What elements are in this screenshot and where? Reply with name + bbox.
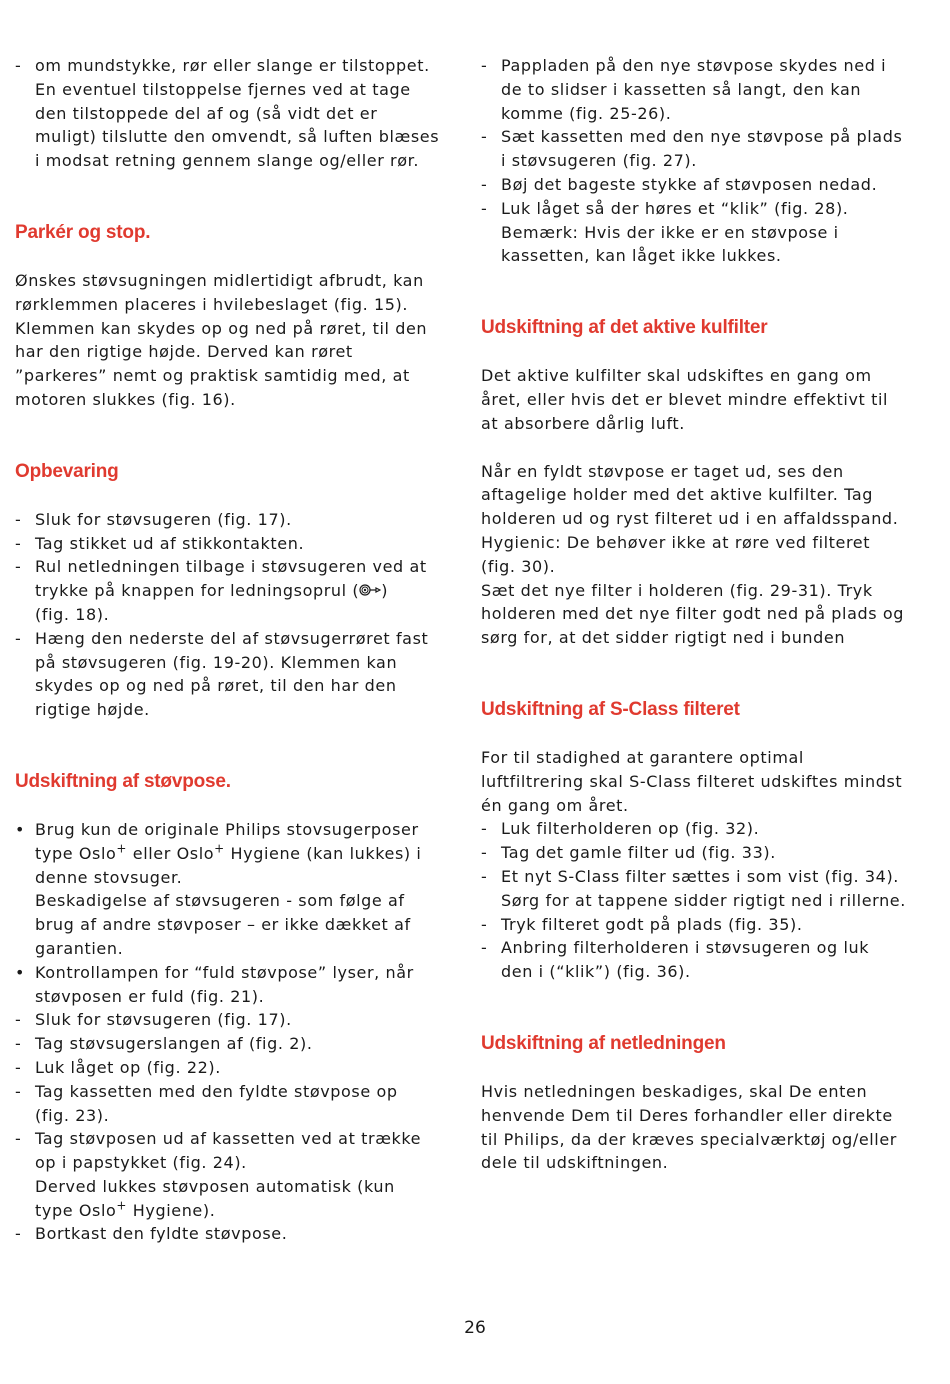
text-line: sørg for, at det sidder rigtigt ned i bunden — [481, 628, 846, 648]
text-line: garantien. — [35, 938, 124, 958]
list-marker: - — [481, 56, 488, 75]
list-marker: - — [15, 1010, 22, 1030]
list-item — [15, 1127, 455, 1222]
text-fragment: type Oslo — [35, 1200, 117, 1220]
text-line: Det aktive kulfilter skal udskiftes en gang om — [481, 366, 872, 386]
heading-storage: Opbevaring — [15, 460, 119, 482]
list-marker: - — [481, 127, 488, 147]
list-marker: - — [15, 1057, 22, 1077]
text-fragment: Hygiene (kan lukkes) i — [224, 843, 422, 863]
text-line: Tag støvsugerslangen af (fig. 2). — [35, 1034, 313, 1054]
list-item — [481, 913, 921, 937]
list-marker: - — [15, 1224, 22, 1244]
text-line: Bortkast den fyldte støvpose. — [35, 1224, 288, 1244]
list-item — [481, 841, 921, 865]
superscript: + — [116, 1198, 128, 1213]
text-line: i modsat retning gennem slange og/eller rør. — [35, 151, 420, 171]
text-line: på støvsugeren (fig. 19-20). Klemmen kan — [35, 652, 398, 672]
text-line: støvposen er fuld (fig. 21). — [35, 986, 265, 1006]
text-line: én gang om året. — [481, 795, 629, 815]
text-line: til Philips, da der kræves specialværktøj og/eller — [481, 1129, 897, 1149]
text-line: de to slidser i kassetten så langt, den kan — [501, 79, 862, 99]
heading-park-stop: Parkér og stop. — [15, 221, 151, 243]
list-item — [15, 508, 455, 532]
text-line: aftagelige holder med det aktive kulfilter. Tag — [481, 485, 874, 505]
heading-sclass-filter: Udskiftning af S-Class filteret — [481, 698, 740, 720]
text-line: Sluk for støvsugeren (fig. 17). — [35, 509, 292, 529]
list-item — [481, 54, 921, 125]
text-line: denne stovsuger. — [35, 867, 183, 887]
list-marker: - — [15, 1034, 22, 1054]
page-number: 26 — [464, 1318, 486, 1338]
text-line: Når en fyldt støvpose er taget ud, ses den — [481, 461, 844, 481]
paragraph-carbon-2 — [481, 460, 921, 650]
text-line: komme (fig. 25-26). — [501, 103, 672, 123]
text-fragment: Hygiene). — [127, 1200, 216, 1220]
text-line: brug af andre støvposer – er ikke dækket af — [35, 915, 411, 935]
list-marker: - — [481, 843, 488, 863]
text-line: Hæng den nederste del af støvsugerrøret fast — [35, 628, 429, 648]
bullet-marker: • — [15, 819, 26, 839]
text-line — [35, 579, 455, 603]
list-marker: - — [15, 557, 22, 577]
list-item — [481, 197, 921, 268]
list-marker: - — [15, 56, 22, 75]
text-line: En eventuel tilstoppelse fjernes ved at tage — [35, 79, 411, 99]
text-line: skydes op og ned på røret, til den har den — [35, 676, 397, 696]
left-column — [15, 54, 455, 1246]
text-line: at absorbere dårlig luft. — [481, 413, 685, 433]
list-marker: - — [481, 914, 488, 934]
text-line: Tryk filteret godt på plads (fig. 35). — [501, 914, 803, 934]
list-item — [15, 1056, 455, 1080]
list-marker: - — [15, 1129, 22, 1149]
text-line: har den rigtige højde. Derved kan røret — [15, 342, 353, 362]
text-line: Anbring filterholderen i støvsugeren og luk — [501, 938, 870, 958]
heading-carbon-filter: Udskiftning af det aktive kulfilter — [481, 317, 768, 339]
text-line: Sørg for at tappene sidder rigtigt ned i rillerne. — [501, 890, 906, 910]
text-line: Beskadigelse af støvsugeren - som følge af — [35, 891, 405, 911]
text-line: ”parkeres” nemt og praktisk samtidig med, at — [15, 366, 410, 386]
list-marker: - — [481, 866, 488, 886]
list-item — [15, 1080, 455, 1128]
text-line: (fig. 23). — [35, 1105, 110, 1125]
list-item — [15, 1222, 455, 1246]
list-item — [15, 818, 455, 961]
heading-power-cord: Udskiftning af netledningen — [481, 1032, 726, 1054]
text-line: Tag kassetten med den fyldte støvpose op — [35, 1081, 398, 1101]
list-marker: - — [15, 533, 22, 553]
text-line: i støvsugeren (fig. 27). — [501, 151, 697, 171]
text-line: den tilstoppede del af og (så vidt det er — [35, 103, 378, 123]
paragraph-sclass — [481, 746, 921, 817]
text-line: op i papstykket (fig. 24). — [35, 1153, 247, 1173]
list-item — [481, 936, 921, 984]
list-item — [15, 532, 455, 556]
superscript: + — [214, 841, 225, 856]
text-line: Sluk for støvsugeren (fig. 17). — [35, 1010, 292, 1030]
list-item — [481, 125, 921, 173]
text-line: dele til udskiftningen. — [481, 1153, 669, 1173]
cord-rewind-icon — [359, 583, 381, 597]
text-line: Tag det gamle filter ud (fig. 33). — [501, 843, 776, 863]
text-line: Derved lukkes støvposen automatisk (kun — [35, 1176, 395, 1196]
right-column — [481, 54, 921, 1175]
text-line: Tag støvposen ud af kassetten ved at trække — [35, 1129, 422, 1149]
text-line: den i (“klik”) (fig. 36). — [501, 962, 691, 982]
text-line: muligt) tilslutte den omvendt, så luften blæses — [35, 127, 440, 147]
list-marker: - — [481, 938, 488, 958]
text-line: Et nyt S-Class filter sættes i som vist (fig. 34). — [501, 866, 899, 886]
text-line: luftfiltrering skal S-Class filteret udskiftes mindst — [481, 771, 903, 791]
list-marker: - — [481, 198, 488, 218]
list-item — [15, 555, 455, 626]
list-marker: - — [481, 819, 488, 839]
text-line: om mundstykke, rør eller slange er tilstoppet. — [35, 56, 430, 75]
list-item — [481, 865, 921, 913]
text-line: Bemærk: Hvis der ikke er en støvpose i — [501, 222, 839, 242]
text-line — [35, 842, 455, 866]
text-fragment: type Oslo — [35, 843, 117, 863]
text-line: Klemmen kan skydes op og ned på røret, til den — [15, 318, 428, 338]
list-marker: - — [15, 628, 22, 648]
superscript: + — [116, 841, 128, 856]
text-line: kassetten, kan låget ikke lukkes. — [501, 246, 782, 266]
text-line: Sæt kassetten med den nye støvpose på plads — [501, 127, 903, 147]
text-line: Rul netledningen tilbage i støvsugeren ved at — [35, 557, 427, 577]
text-line: (fig. 18). — [35, 604, 110, 624]
list-marker: - — [481, 174, 488, 194]
paragraph-cord — [481, 1080, 921, 1175]
text-line: rigtige højde. — [35, 700, 150, 720]
text-line: motoren slukkes (fig. 16). — [15, 389, 236, 409]
text-line: Pappladen på den nye støvpose skydes ned i — [501, 56, 887, 75]
text-line — [35, 1199, 455, 1223]
text-line: rørklemmen placeres i hvilebeslaget (fig. 15). — [15, 294, 409, 314]
list-item — [15, 627, 455, 722]
text-line: For til stadighed at garantere optimal — [481, 747, 804, 767]
list-item — [481, 173, 921, 197]
text-line: Luk låget så der høres et “klik” (fig. 28). — [501, 198, 849, 218]
list-marker: - — [15, 509, 22, 529]
text-line: året, eller hvis det er blevet mindre effektivt til — [481, 389, 889, 409]
list-item — [15, 1032, 455, 1056]
list-item — [15, 1008, 455, 1032]
text-line: Kontrollampen for “fuld støvpose” lyser, når — [35, 962, 414, 982]
text-line: Bøj det bageste stykke af støvposen nedad. — [501, 174, 878, 194]
text-fragment: ) — [381, 581, 389, 601]
list-item — [481, 817, 921, 841]
list-item — [15, 961, 455, 1009]
paragraph-carbon-1 — [481, 364, 921, 435]
text-line: Sæt det nye filter i holderen (fig. 29-31). Tryk — [481, 580, 873, 600]
text-line: Ønskes støvsugningen midlertidigt afbrudt, kan — [15, 270, 424, 290]
text-line: holderen med det nye filter godt ned på plads og — [481, 604, 905, 624]
text-fragment: trykke på knappen for ledningsoprul ( — [35, 581, 360, 601]
paragraph-park — [15, 269, 455, 412]
text-line: Tag stikket ud af stikkontakten. — [35, 533, 305, 553]
text-line: Brug kun de originale Philips stovsugerposer — [35, 819, 419, 839]
text-line: Hvis netledningen beskadiges, skal De enten — [481, 1081, 868, 1101]
list-item-clogged-nozzle — [15, 54, 455, 173]
text-line: Luk låget op (fig. 22). — [35, 1057, 221, 1077]
text-line: (fig. 30). — [481, 556, 556, 576]
text-line: Hygienic: De behøver ikke at røre ved filteret — [481, 532, 871, 552]
text-line: Luk filterholderen op (fig. 32). — [501, 819, 760, 839]
heading-dust-bag: Udskiftning af støvpose. — [15, 770, 231, 792]
bullet-marker: • — [15, 962, 26, 982]
text-line: henvende Dem til Deres forhandler eller direkte — [481, 1105, 893, 1125]
text-fragment: eller Oslo — [127, 843, 215, 863]
list-marker: - — [15, 1081, 22, 1101]
text-line: holderen ud og ryst filteret ud i en affaldsspand. — [481, 509, 899, 529]
